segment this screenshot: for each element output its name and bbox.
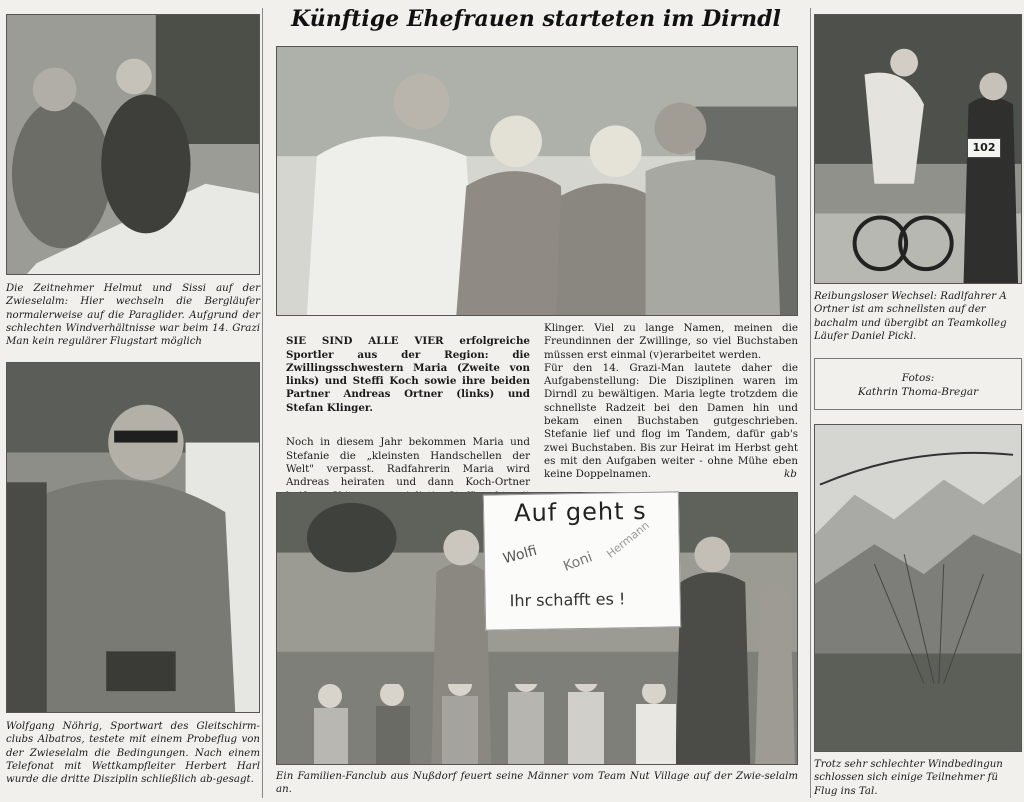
sign-name: Koni — [561, 549, 595, 575]
photo-credit: Fotos: Kathrin Thoma-Bregar — [814, 358, 1022, 410]
article-body-1: Noch in diesem Jahr bekommen Maria und Stefanie die „kleinsten Handschellen der Welt" verpasst. Radfahrerin Maria wird Andreas heiraten und dann Koch-Ortner — [286, 436, 530, 489]
children-group — [300, 684, 720, 764]
column-divider — [810, 8, 811, 798]
photo-four-people-dirndl — [276, 46, 798, 316]
column-divider — [262, 8, 263, 798]
caption-center-bottom: Ein Familien-Fanclub aus Nußdorf feuert seine Männer vom Team Nut Village auf der Zwie-selalm an. — [276, 771, 798, 796]
author-signature: kb — [784, 468, 797, 480]
sign-cheer: Ihr schafft es ! — [509, 589, 626, 611]
fan-sign — [483, 491, 681, 630]
sign-name: Hermann — [604, 518, 652, 561]
photo-paragliders-table — [6, 14, 260, 275]
caption-top-right: Reibungsloser Wechsel: Radlfahrer A Ortner ist am schnellsten auf der bachalm und übergibt an Teamkolleg Läufer Daniel Pickl. — [814, 291, 1007, 342]
sign-name: Wolfi — [501, 542, 539, 568]
caption-mid-left: Wolfgang Nöhrig, Sportwart des Gleitschirm-clubs Albatros, testete mit einem Probeflug von der Zwieselalm die Bedingungen. Nach einem Telefonat mit Wettkampfleiter Herbert Harl wurde die dritte Disziplin schließlich ab-gesagt. — [6, 721, 260, 786]
photo-mountains-kite — [814, 424, 1022, 752]
article-lead: SIE SIND ALLE VIER erfolgreiche Sportler aus der Region: die Zwillingsschwestern Maria (Zweite von links) und Steffi Koch sowie ihre beiden Partner Andreas Ortner (links) und Stefan Klinger. — [286, 335, 530, 414]
sign-title: Auf geht s — [513, 496, 647, 528]
caption-top-left: Die Zeitnehmer Helmut und Sissi auf der Zwieselalm: Hier wechseln die Bergläufer normalerweise auf die Paraglider. Aufgrund der schlechten Windverhältnisse war beim 14. Grazi Man kein regulärer Flugstart möglich — [6, 283, 260, 348]
article-headline: Künftige Ehefrauen starteten im Dirndl — [291, 6, 781, 32]
article-body-2: Klinger. Viel zu lange Namen, meinen die Freundinnen der Zwillinge, so viel Buchstaben müssen erst einmal (v)erarbeitet werden. Für den 14. Grazi-Man lautete daher die Aufgabenstellung: Die Disziplinen waren im Dirndl zu bewältigen. Maria legte trotzdem die schnellste Radzeit bei den Damen hin und bekam einen Buchstaben gutgeschrieben. Stefanie lief und flog im Tandem, dafür gab's zwei Buchstaben. Bis zur Heirat im Herbst geht es mit den Aufgaben weiter - ohne Mühe eben keine Doppelnamen. — [544, 322, 798, 481]
caption-bottom-right: Trotz sehr schlechter Windbedingun schlossen sich einige Teilnehmer fü Flug ins Tal. — [814, 759, 1003, 797]
photo-man-phone — [6, 362, 260, 713]
bib-number: 102 — [967, 138, 1001, 158]
